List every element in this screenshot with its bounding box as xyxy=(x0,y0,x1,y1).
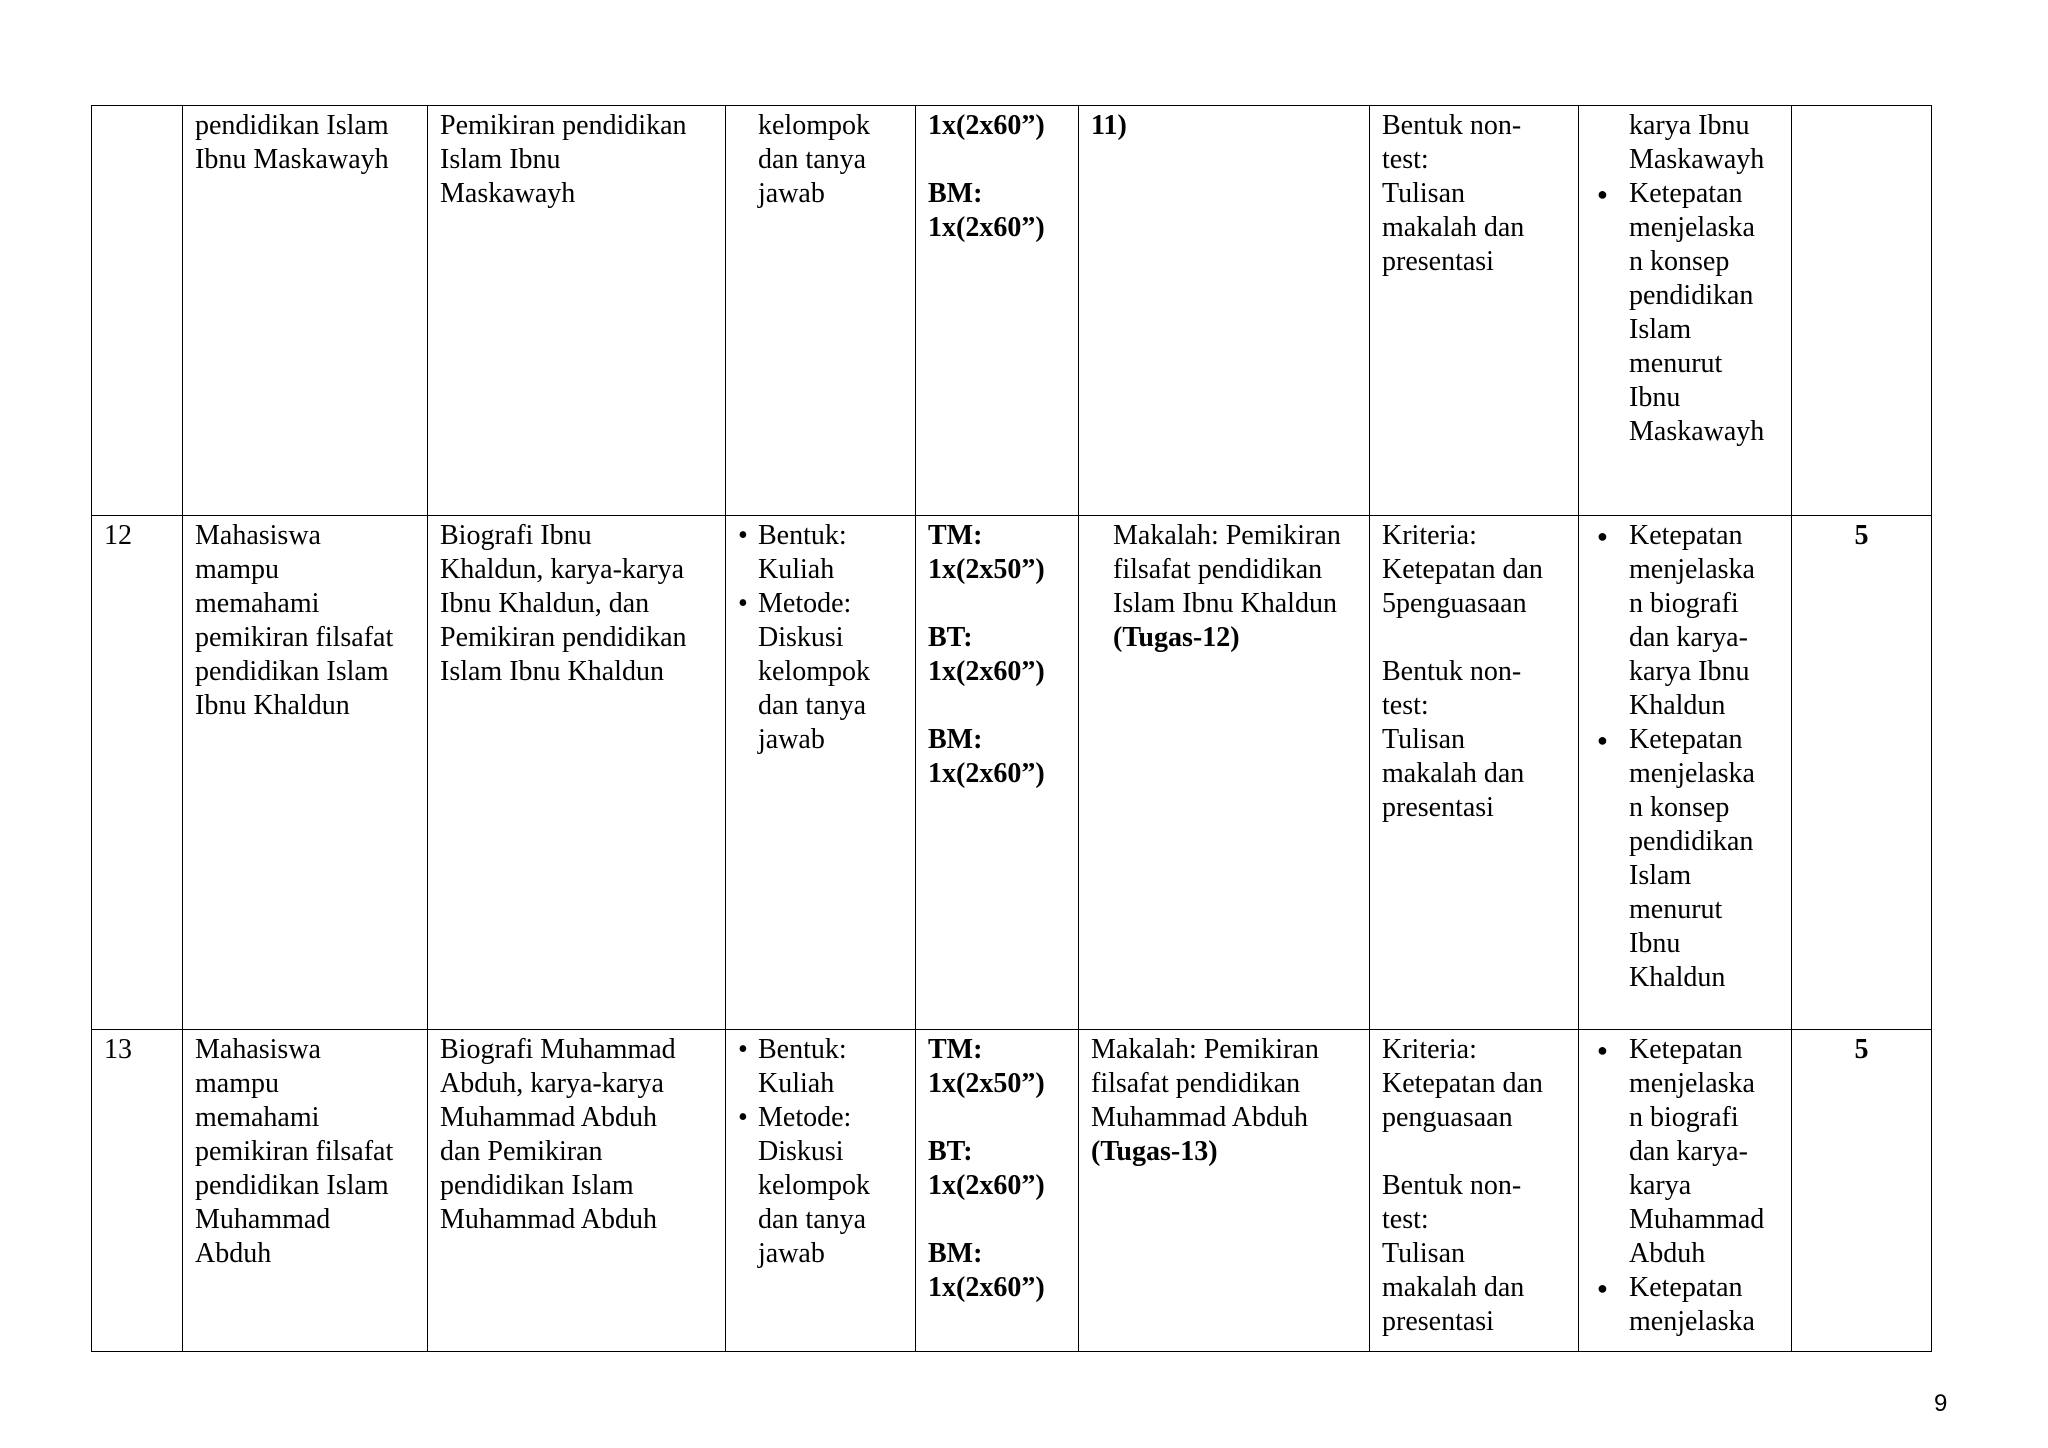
materi-line: Maskawayh xyxy=(440,178,576,209)
kemampuan-line: memahami xyxy=(195,588,320,619)
indikator-line: n biografi xyxy=(1629,1102,1739,1133)
indikator-line: pendidikan xyxy=(1629,826,1754,857)
materi-line: Islam Ibnu xyxy=(440,144,561,175)
cell-no: 12 xyxy=(92,516,183,1030)
cell-tugas xyxy=(1079,1030,1370,1352)
metode-line: Diskusi xyxy=(758,622,844,653)
spacer xyxy=(1382,621,1566,655)
indikator-line: menjelaska xyxy=(1629,554,1755,585)
indikator-line: karya Ibnu xyxy=(1629,110,1750,141)
spacer xyxy=(928,1203,1066,1237)
cell-metode xyxy=(726,106,916,516)
metode-line: kelompok xyxy=(758,110,870,141)
penilaian-line: test: xyxy=(1382,1204,1429,1235)
indikator-line: menjelaska xyxy=(1629,1306,1755,1337)
kemampuan-line: memahami xyxy=(195,1102,320,1133)
indikator-item xyxy=(1629,519,1779,723)
spacer xyxy=(928,587,1066,621)
cell-indikator xyxy=(1579,106,1792,516)
materi-line: Biografi Muhammad xyxy=(440,1034,676,1065)
spacer xyxy=(1382,1135,1566,1169)
kemampuan-line: pendidikan Islam xyxy=(195,656,389,687)
metode-line: dan tanya xyxy=(758,144,867,175)
indikator-item xyxy=(1629,1033,1779,1271)
materi-line: Abduh, karya-karya xyxy=(440,1068,664,1099)
cell-materi xyxy=(428,106,726,516)
tugas-line: filsafat pendidikan xyxy=(1091,1068,1301,1099)
penilaian-line: Kriteria: xyxy=(1382,520,1477,551)
waktu-line: 1x(2x60”) xyxy=(928,110,1045,141)
metode-line: Diskusi xyxy=(758,1136,844,1167)
metode-line: Kuliah xyxy=(758,554,835,585)
kemampuan-line: Mahasiswa xyxy=(195,520,321,551)
metode-line: • Metode: xyxy=(758,1102,852,1133)
materi-line: Muhammad Abduh xyxy=(440,1204,657,1235)
indikator-line: n biografi xyxy=(1629,588,1739,619)
waktu-line: 1x(2x50”) xyxy=(928,554,1045,585)
metode-line: • Bentuk: xyxy=(758,1034,847,1065)
metode-item xyxy=(758,1101,903,1271)
cell-penilaian xyxy=(1370,1030,1579,1352)
indikator-line: menjelaska xyxy=(1629,758,1755,789)
indikator-line: Ibnu xyxy=(1629,382,1681,413)
tugas-line: Muhammad Abduh xyxy=(1091,1102,1308,1133)
cell-no xyxy=(92,106,183,516)
waktu-line: BM: xyxy=(928,724,983,755)
indikator-line: ● Ketepatan xyxy=(1629,520,1743,551)
indikator-line: dan karya- xyxy=(1629,1136,1748,1167)
kemampuan-line: mampu xyxy=(195,554,279,585)
metode-line: kelompok xyxy=(758,656,870,687)
cell-bobot xyxy=(1792,106,1932,516)
penilaian-line: makalah dan xyxy=(1382,212,1525,243)
kemampuan-line: mampu xyxy=(195,1068,279,1099)
indikator-line: n konsep xyxy=(1629,792,1730,823)
penilaian-line: Bentuk non- xyxy=(1382,110,1522,141)
indikator-line: Khaldun xyxy=(1629,690,1726,721)
cell-penilaian xyxy=(1370,516,1579,1030)
cell-penilaian xyxy=(1370,106,1579,516)
cell-waktu xyxy=(916,516,1079,1030)
kemampuan-line: pemikiran filsafat xyxy=(195,1136,394,1167)
spacer xyxy=(928,143,1066,177)
penilaian-line: Ketepatan dan xyxy=(1382,554,1543,585)
waktu-line: BT: xyxy=(928,1136,973,1167)
penilaian-line: test: xyxy=(1382,690,1429,721)
tugas-line: filsafat pendidikan xyxy=(1113,554,1323,585)
indikator-item xyxy=(1629,1271,1779,1339)
waktu-line: BM: xyxy=(928,1238,983,1269)
cell-indikator xyxy=(1579,516,1792,1030)
materi-line: Ibnu Khaldun, dan xyxy=(440,588,650,619)
cell-tugas xyxy=(1079,106,1370,516)
spacer xyxy=(928,1101,1066,1135)
metode-line: • Metode: xyxy=(758,588,852,619)
penilaian-line: Tulisan xyxy=(1382,1238,1466,1269)
metode-line: • Bentuk: xyxy=(758,520,847,551)
metode-line: jawab xyxy=(758,724,825,755)
cell-kemampuan xyxy=(183,106,428,516)
waktu-line: TM: xyxy=(928,520,983,551)
indikator-line: menjelaska xyxy=(1629,212,1755,243)
waktu-line: 1x(2x60”) xyxy=(928,1272,1045,1303)
kemampuan-line: pendidikan Islam xyxy=(195,110,389,141)
indikator-line: ● Ketepatan xyxy=(1629,1034,1743,1065)
cell-waktu xyxy=(916,106,1079,516)
indikator-line: ● Ketepatan xyxy=(1629,1272,1743,1303)
cell-materi xyxy=(428,516,726,1030)
tugas-label: (Tugas-13) xyxy=(1091,1136,1218,1167)
indikator-line: ● Ketepatan xyxy=(1629,178,1743,209)
penilaian-line: Tulisan xyxy=(1382,178,1466,209)
waktu-line: BT: xyxy=(928,622,973,653)
kemampuan-line: Muhammad xyxy=(195,1204,331,1235)
penilaian-line: Bentuk non- xyxy=(1382,656,1522,687)
penilaian-line: penguasaan xyxy=(1382,1102,1513,1133)
spacer xyxy=(928,689,1066,723)
indikator-line: Khaldun xyxy=(1629,962,1726,993)
penilaian-line: Tulisan xyxy=(1382,724,1466,755)
metode-line: dan tanya xyxy=(758,1204,867,1235)
indikator-line: karya Ibnu xyxy=(1629,656,1750,687)
tugas-line: Makalah: Pemikiran xyxy=(1113,520,1341,551)
materi-line: Pemikiran pendidikan xyxy=(440,110,687,141)
cell-indikator xyxy=(1579,1030,1792,1352)
indikator-line: n konsep xyxy=(1629,246,1730,277)
indikator-line: Muhammad xyxy=(1629,1204,1765,1235)
kemampuan-line: Ibnu Maskawayh xyxy=(195,144,389,175)
cell-kemampuan xyxy=(183,1030,428,1352)
indikator-line: ● Ketepatan xyxy=(1629,724,1743,755)
page-number: 9 xyxy=(1934,1390,1948,1417)
kemampuan-line: Abduh xyxy=(195,1238,272,1269)
kemampuan-line: Ibnu Khaldun xyxy=(195,690,350,721)
materi-line: Pemikiran pendidikan xyxy=(440,622,687,653)
materi-line: Biografi Ibnu xyxy=(440,520,592,551)
penilaian-line: 5penguasaan xyxy=(1382,588,1527,619)
waktu-line: TM: xyxy=(928,1034,983,1065)
penilaian-line: presentasi xyxy=(1382,792,1494,823)
penilaian-line: Kriteria: xyxy=(1382,1034,1477,1065)
materi-line: Muhammad Abduh xyxy=(440,1102,657,1133)
cell-bobot: 5 xyxy=(1792,1030,1932,1352)
cell-materi xyxy=(428,1030,726,1352)
cell-bobot: 5 xyxy=(1792,516,1932,1030)
penilaian-line: Bentuk non- xyxy=(1382,1170,1522,1201)
indikator-line: Ibnu xyxy=(1629,928,1681,959)
metode-line: kelompok xyxy=(758,1170,870,1201)
penilaian-line: test: xyxy=(1382,144,1429,175)
waktu-line: 1x(2x60”) xyxy=(928,212,1045,243)
indikator-line: Maskawayh xyxy=(1629,416,1765,447)
penilaian-line: Ketepatan dan xyxy=(1382,1068,1543,1099)
indikator-item xyxy=(1629,723,1779,995)
metode-line: Kuliah xyxy=(758,1068,835,1099)
rps-table xyxy=(91,105,1932,1352)
materi-line: Islam Ibnu Khaldun xyxy=(440,656,664,687)
metode-line: jawab xyxy=(758,178,825,209)
indikator-line: Islam xyxy=(1629,860,1692,891)
indikator-line: menjelaska xyxy=(1629,1068,1755,1099)
cell-waktu xyxy=(916,1030,1079,1352)
cell-kemampuan xyxy=(183,516,428,1030)
indikator-item xyxy=(1629,177,1779,449)
indikator-line: menurut xyxy=(1629,894,1723,925)
metode-item xyxy=(758,587,903,757)
cell-metode xyxy=(726,516,916,1030)
table-row xyxy=(92,1030,1932,1352)
indikator-line: pendidikan xyxy=(1629,280,1754,311)
indikator-line: Maskawayh xyxy=(1629,144,1765,175)
cell-tugas xyxy=(1079,516,1370,1030)
tugas-line: 11) xyxy=(1091,110,1127,141)
materi-line: Khaldun, karya-karya xyxy=(440,554,685,585)
waktu-line: 1x(2x60”) xyxy=(928,656,1045,687)
penilaian-line: makalah dan xyxy=(1382,758,1525,789)
indikator-line: dan karya- xyxy=(1629,622,1748,653)
penilaian-line: presentasi xyxy=(1382,246,1494,277)
tugas-line: Makalah: Pemikiran xyxy=(1091,1034,1319,1065)
waktu-line: 1x(2x50”) xyxy=(928,1068,1045,1099)
kemampuan-line: pemikiran filsafat xyxy=(195,622,394,653)
penilaian-line: makalah dan xyxy=(1382,1272,1525,1303)
indikator-line: Islam xyxy=(1629,314,1692,345)
tugas-line: Islam Ibnu Khaldun xyxy=(1113,588,1337,619)
waktu-line: 1x(2x60”) xyxy=(928,1170,1045,1201)
materi-line: pendidikan Islam xyxy=(440,1170,634,1201)
kemampuan-line: pendidikan Islam xyxy=(195,1170,389,1201)
cell-no: 13 xyxy=(92,1030,183,1352)
indikator-line: menurut xyxy=(1629,348,1723,379)
kemampuan-line: Mahasiswa xyxy=(195,1034,321,1065)
tugas-label: (Tugas-12) xyxy=(1113,622,1240,653)
indikator-line: Abduh xyxy=(1629,1238,1706,1269)
metode-line: dan tanya xyxy=(758,690,867,721)
metode-line: jawab xyxy=(758,1238,825,1269)
table-row xyxy=(92,516,1932,1030)
waktu-line: BM: xyxy=(928,178,983,209)
table-row xyxy=(92,106,1932,516)
waktu-line: 1x(2x60”) xyxy=(928,758,1045,789)
indikator-continuation xyxy=(1629,109,1779,177)
metode-item xyxy=(758,519,903,587)
metode-item xyxy=(758,1033,903,1101)
cell-metode xyxy=(726,1030,916,1352)
penilaian-line: presentasi xyxy=(1382,1306,1494,1337)
materi-line: dan Pemikiran xyxy=(440,1136,603,1167)
indikator-line: karya xyxy=(1629,1170,1692,1201)
